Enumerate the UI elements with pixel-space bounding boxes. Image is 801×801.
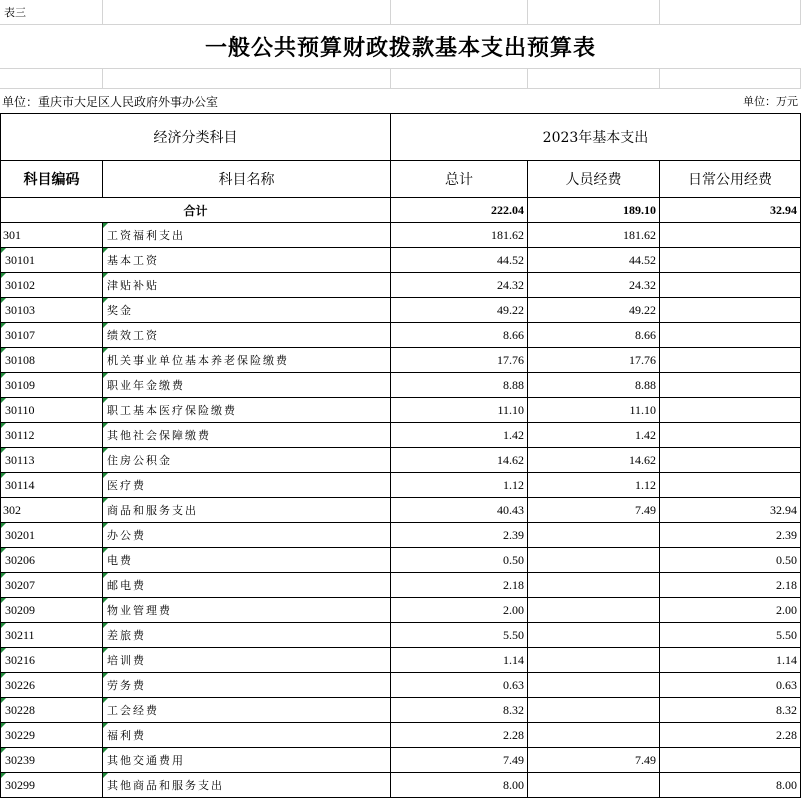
row-code[interactable]: 30107 [0,323,103,348]
empty-cell[interactable] [0,69,103,89]
total-amount[interactable]: 222.04 [391,198,528,223]
table-row [0,298,801,323]
row-total[interactable]: 1.14 [391,648,528,673]
row-code[interactable]: 30112 [0,423,103,448]
text-format-marker-icon [103,598,108,603]
row-public[interactable]: 8.32 [660,698,801,723]
row-code[interactable]: 30114 [0,473,103,498]
text-format-marker-icon [1,248,6,253]
text-format-marker-icon [1,723,6,728]
empty-cell[interactable] [660,69,801,89]
row-public[interactable] [660,373,801,398]
row-code[interactable]: 30239 [0,748,103,773]
row-code[interactable]: 30228 [0,698,103,723]
row-name[interactable]: 其他社会保障缴费 [103,423,391,448]
text-format-marker-icon [1,273,6,278]
text-format-marker-icon [103,623,108,628]
row-total[interactable]: 0.50 [391,548,528,573]
row-code[interactable]: 30299 [0,773,103,798]
text-format-marker-icon [103,373,108,378]
row-public[interactable] [660,248,801,273]
text-format-marker-icon [1,373,6,378]
text-format-marker-icon [1,398,6,403]
row-personnel[interactable]: 17.76 [528,348,660,373]
empty-cell[interactable] [391,69,528,89]
header-columns-row [0,161,801,198]
text-format-marker-icon [1,573,6,578]
text-format-marker-icon [103,398,108,403]
text-format-marker-icon [103,648,108,653]
row-total[interactable]: 2.28 [391,723,528,748]
col-personnel-header[interactable]: 人员经费 [528,161,660,198]
empty-cell[interactable] [528,0,660,25]
sheet-label-row [0,0,801,25]
row-total[interactable]: 0.63 [391,673,528,698]
table-row [0,248,801,273]
row-code[interactable]: 30209 [0,598,103,623]
table-row [0,473,801,498]
row-code[interactable]: 30101 [0,248,103,273]
row-name[interactable]: 工会经费 [103,698,391,723]
row-code[interactable]: 30211 [0,623,103,648]
row-total[interactable]: 8.88 [391,373,528,398]
unit-organization[interactable]: 单位：重庆市大足区人民政府外事办公室 [2,94,219,109]
row-personnel[interactable] [528,698,660,723]
table-row [0,423,801,448]
text-format-marker-icon [1,348,6,353]
row-personnel[interactable] [528,623,660,648]
table-row [0,373,801,398]
row-public[interactable] [660,298,801,323]
row-total[interactable]: 1.42 [391,423,528,448]
text-format-marker-icon [103,323,108,328]
row-personnel[interactable] [528,598,660,623]
row-personnel[interactable] [528,723,660,748]
row-personnel[interactable]: 8.66 [528,323,660,348]
row-name[interactable]: 奖金 [103,298,391,323]
row-personnel[interactable]: 7.49 [528,498,660,523]
row-code[interactable]: 30207 [0,573,103,598]
row-personnel[interactable]: 181.62 [528,223,660,248]
total-row [0,198,801,223]
text-format-marker-icon [1,523,6,528]
text-format-marker-icon [1,473,6,478]
row-name[interactable]: 其他交通费用 [103,748,391,773]
row-personnel[interactable]: 11.10 [528,398,660,423]
table-row [0,223,801,248]
unit-row [0,89,801,113]
row-name[interactable]: 其他商品和服务支出 [103,773,391,798]
table-row [0,748,801,773]
text-format-marker-icon [103,523,108,528]
row-personnel[interactable]: 49.22 [528,298,660,323]
row-public[interactable]: 2.39 [660,523,801,548]
row-public[interactable]: 2.18 [660,573,801,598]
empty-cell[interactable] [528,69,660,89]
row-name[interactable]: 邮电费 [103,573,391,598]
row-total[interactable]: 11.10 [391,398,528,423]
text-format-marker-icon [1,598,6,603]
row-total[interactable]: 2.00 [391,598,528,623]
row-public[interactable]: 8.00 [660,773,801,798]
row-personnel[interactable]: 7.49 [528,748,660,773]
table-row [0,623,801,648]
text-format-marker-icon [103,698,108,703]
row-public[interactable]: 2.28 [660,723,801,748]
row-personnel[interactable]: 1.42 [528,423,660,448]
row-name[interactable]: 基本工资 [103,248,391,273]
row-public[interactable] [660,748,801,773]
text-format-marker-icon [103,248,108,253]
row-public[interactable] [660,473,801,498]
row-total[interactable]: 17.76 [391,348,528,373]
text-format-marker-icon [103,773,108,778]
table-row [0,448,801,473]
table-row [0,523,801,548]
row-total[interactable]: 8.66 [391,323,528,348]
row-public[interactable]: 2.00 [660,598,801,623]
row-code[interactable]: 30108 [0,348,103,373]
col-public-header[interactable]: 日常公用经费 [660,161,801,198]
row-total[interactable]: 5.50 [391,623,528,648]
table-row [0,673,801,698]
text-format-marker-icon [103,298,108,303]
row-personnel[interactable]: 14.62 [528,448,660,473]
text-format-marker-icon [1,773,6,778]
row-total[interactable]: 2.39 [391,523,528,548]
row-personnel[interactable]: 8.88 [528,373,660,398]
table-row [0,598,801,623]
text-format-marker-icon [1,648,6,653]
table-row [0,573,801,598]
row-name[interactable]: 物业管理费 [103,598,391,623]
row-personnel[interactable]: 1.12 [528,473,660,498]
row-total[interactable]: 7.49 [391,748,528,773]
text-format-marker-icon [103,273,108,278]
row-name[interactable]: 津贴补贴 [103,273,391,298]
row-code[interactable]: 30216 [0,648,103,673]
empty-cell[interactable] [660,0,801,25]
row-code[interactable]: 30102 [0,273,103,298]
row-name[interactable]: 住房公积金 [103,448,391,473]
row-personnel[interactable] [528,673,660,698]
row-personnel[interactable] [528,573,660,598]
row-code[interactable]: 30226 [0,673,103,698]
row-personnel[interactable]: 44.52 [528,248,660,273]
row-total[interactable]: 24.32 [391,273,528,298]
sheet-label[interactable]: 表三 [0,0,103,25]
text-format-marker-icon [1,423,6,428]
col-total-header[interactable]: 总计 [391,161,528,198]
row-name[interactable]: 机关事业单位基本养老保险缴费 [103,348,391,373]
text-format-marker-icon [1,698,6,703]
row-total[interactable]: 14.62 [391,448,528,473]
row-name[interactable]: 培训费 [103,648,391,673]
row-personnel[interactable] [528,773,660,798]
text-format-marker-icon [103,548,108,553]
row-personnel[interactable] [528,648,660,673]
text-format-marker-icon [103,348,108,353]
row-public[interactable]: 0.50 [660,548,801,573]
row-total[interactable]: 8.32 [391,698,528,723]
text-format-marker-icon [1,323,6,328]
row-personnel[interactable]: 24.32 [528,273,660,298]
table-row [0,698,801,723]
row-total[interactable]: 181.62 [391,223,528,248]
row-public[interactable] [660,348,801,373]
header-economic-classification[interactable]: 经济分类科目 [0,114,391,161]
row-total[interactable]: 1.12 [391,473,528,498]
text-format-marker-icon [103,573,108,578]
table-row [0,398,801,423]
row-public[interactable] [660,448,801,473]
row-total[interactable]: 40.43 [391,498,528,523]
row-total[interactable]: 49.22 [391,298,528,323]
row-personnel[interactable] [528,523,660,548]
total-label[interactable]: 合计 [0,198,391,223]
row-name[interactable]: 差旅费 [103,623,391,648]
table-row [0,548,801,573]
text-format-marker-icon [103,748,108,753]
row-name[interactable]: 绩效工资 [103,323,391,348]
text-format-marker-icon [103,673,108,678]
row-code[interactable]: 30110 [0,398,103,423]
text-format-marker-icon [103,223,108,228]
row-name[interactable]: 电费 [103,548,391,573]
row-code[interactable]: 30109 [0,373,103,398]
row-total[interactable]: 44.52 [391,248,528,273]
empty-cell[interactable] [391,0,528,25]
unit-currency[interactable]: 单位：万元 [743,95,798,108]
row-name[interactable]: 工资福利支出 [103,223,391,248]
table-row [0,498,801,523]
row-personnel[interactable] [528,548,660,573]
row-total[interactable]: 2.18 [391,573,528,598]
text-format-marker-icon [1,548,6,553]
title-row [0,25,801,69]
page-title[interactable]: 一般公共预算财政拨款基本支出预算表 [204,35,596,61]
text-format-marker-icon [103,723,108,728]
table-row [0,348,801,373]
row-code[interactable]: 302 [0,498,103,523]
text-format-marker-icon [1,448,6,453]
row-name[interactable]: 医疗费 [103,473,391,498]
row-public[interactable] [660,398,801,423]
text-format-marker-icon [103,498,108,503]
text-format-marker-icon [103,423,108,428]
row-code[interactable]: 301 [0,223,103,248]
header-basic-expenditure[interactable]: 2023年基本支出 [391,114,801,161]
empty-cell[interactable] [103,0,391,25]
row-code[interactable]: 30201 [0,523,103,548]
table-row [0,723,801,748]
row-name[interactable]: 商品和服务支出 [103,498,391,523]
text-format-marker-icon [103,473,108,478]
row-total[interactable]: 8.00 [391,773,528,798]
row-name[interactable]: 福利费 [103,723,391,748]
row-public[interactable]: 32.94 [660,498,801,523]
blank-row [0,69,801,89]
row-public[interactable]: 1.14 [660,648,801,673]
row-public[interactable] [660,223,801,248]
table-row [0,323,801,348]
text-format-marker-icon [1,298,6,303]
text-format-marker-icon [1,748,6,753]
row-name[interactable]: 职工基本医疗保险缴费 [103,398,391,423]
empty-cell[interactable] [103,69,391,89]
row-public[interactable] [660,423,801,448]
total-public[interactable]: 32.94 [660,198,801,223]
row-public[interactable]: 0.63 [660,673,801,698]
row-code[interactable]: 30229 [0,723,103,748]
row-code[interactable]: 30206 [0,548,103,573]
row-public[interactable] [660,273,801,298]
row-name[interactable]: 劳务费 [103,673,391,698]
table-row [0,273,801,298]
row-public[interactable] [660,323,801,348]
col-name-header[interactable]: 科目名称 [103,161,391,198]
row-code[interactable]: 30113 [0,448,103,473]
row-name[interactable]: 职业年金缴费 [103,373,391,398]
text-format-marker-icon [103,448,108,453]
row-public[interactable]: 5.50 [660,623,801,648]
row-name[interactable]: 办公费 [103,523,391,548]
text-format-marker-icon [1,673,6,678]
table-row [0,648,801,673]
col-code-header[interactable]: 科目编码 [0,161,103,198]
header-group-row [0,113,801,161]
table-row [0,773,801,798]
row-code[interactable]: 30103 [0,298,103,323]
total-personnel[interactable]: 189.10 [528,198,660,223]
text-format-marker-icon [1,623,6,628]
